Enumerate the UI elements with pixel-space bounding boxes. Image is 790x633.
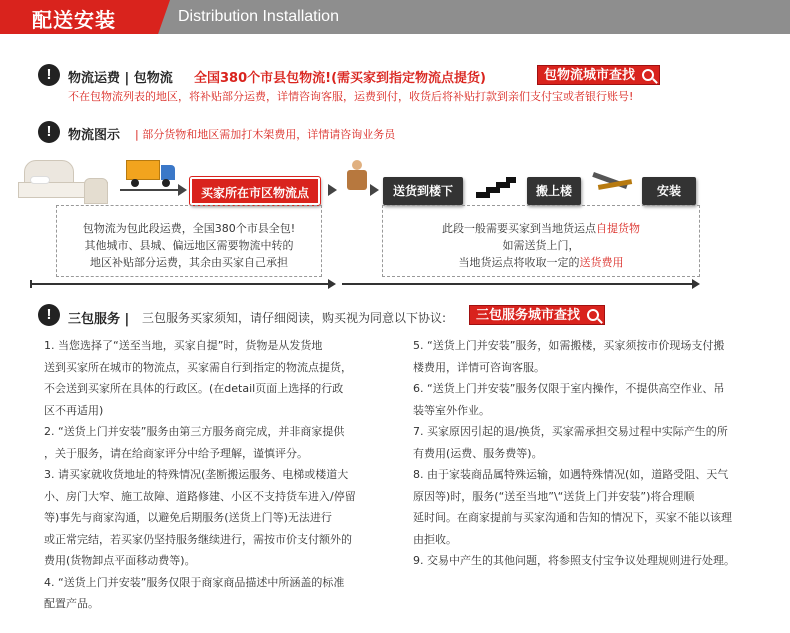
range-line-right xyxy=(342,283,694,285)
term-line: 区不再适用) xyxy=(44,403,104,417)
logistics-highlight: 全国380个市县包物流!(需买家到指定物流点提货) xyxy=(194,71,486,86)
warning-icon: ! xyxy=(38,304,60,326)
right-info-line3: 当地货运点将收取一定的送货费用 xyxy=(458,256,624,269)
term-line: 配置产品。 xyxy=(44,597,99,610)
term-line: 有费用(运费、服务费等)。 xyxy=(413,446,543,460)
left-info-line1: 包物流为包此段运费，全国380个市县全包! xyxy=(82,222,296,235)
logistics-diagram-note: | 部分货物和地区需加打木架费用，详情请咨询业务员 xyxy=(135,128,396,141)
term-line: 或正常完结，若买家仍坚持服务继续进行，需按市价支付额外的 xyxy=(44,532,352,546)
term-line: 9. 交易中产生的其他问题，将参照支付宝争议处理规则进行处理。 xyxy=(413,554,735,567)
logistics-note: 不在包物流列表的地区，将补贴部分运费，详情咨询客服，运费到付，收货后将补贴打款到亲们支付宝或者银行账号! xyxy=(68,90,634,103)
warning-icon: ! xyxy=(38,64,60,86)
term-line: 延时间。在商家提前与买家沟通和告知的情况下，买家不能以该理 xyxy=(413,511,732,524)
terms-right-column xyxy=(413,335,775,572)
term-line: 费用(货物卸点平面移动费等)。 xyxy=(44,554,196,567)
term-line: 4. “送货上门并安装”服务仅限于商家商品描述中所涵盖的标准 xyxy=(44,575,345,589)
node-buyer-city-point: 买家所在市区物流点 xyxy=(190,177,320,205)
term-line: 2. “送货上门并安装”服务由第三方服务商完成，并非商家提供 xyxy=(44,425,345,438)
term-line: 原因等)时，服务(“送至当地”\“送货上门并安装”)将合理顺 xyxy=(413,489,695,503)
arrow-icon xyxy=(370,184,379,196)
term-line: 小、房门大窄、施工故障、道路修建、小区不支持货车进入/停留 xyxy=(44,489,356,503)
term-line: ，关于服务，请在给商家评分中给予理解，谨慎评分。 xyxy=(44,446,308,460)
term-line: 送到买家所在城市的物流点，买家需自行到指定的物流点提货， xyxy=(44,360,352,374)
header-bar xyxy=(0,0,790,34)
term-line: 楼费用，详情可咨询客服。 xyxy=(413,360,545,374)
stairs-icon xyxy=(476,176,516,198)
node-delivery-downstairs: 送货到楼下 xyxy=(383,177,463,205)
header-title-cn: 配送安装 xyxy=(32,8,116,32)
warning-icon: ! xyxy=(38,121,60,143)
term-line: 5. “送货上门并安装”服务，如需搬楼，买家须按市价现场支付搬 xyxy=(413,339,725,352)
logistics-city-search-button[interactable] xyxy=(537,65,660,85)
term-line: 1. 当您选择了“送至当地，买家自提”时，货物是从发货地 xyxy=(44,339,323,352)
magnifier-icon xyxy=(587,309,599,321)
right-info-line2: 如需送货上门， xyxy=(502,239,580,252)
arrow-icon xyxy=(178,184,187,196)
right-info-line1: 此段一般需要买家到当地货运点自提货物 xyxy=(442,222,640,235)
logistics-city-search-label: 包物流城市查找 xyxy=(544,68,636,83)
three-guarantee-title: 三包服务 | xyxy=(68,312,130,327)
node-carry-upstairs: 搬上楼 xyxy=(527,177,581,205)
three-guarantee-city-search-label: 三包服务城市查找 xyxy=(476,308,581,323)
person-icon xyxy=(344,160,370,190)
arrow-icon xyxy=(692,279,700,289)
three-guarantee-city-search-button[interactable] xyxy=(469,305,605,325)
term-line: 不会送到买家所在具体的行政区。(在detail页面上选择的行政 xyxy=(44,382,344,395)
node-install: 安装 xyxy=(642,177,696,205)
magnifier-icon xyxy=(642,69,654,81)
bed-icon xyxy=(14,160,112,208)
term-line: 由拒收。 xyxy=(413,532,457,546)
left-info-line2: 其他城市、县城、偏远地区需要物流中转的 xyxy=(84,239,294,252)
terms-left-column xyxy=(44,335,394,615)
term-line: 装等室外作业。 xyxy=(413,403,490,417)
term-line: 7. 买家原因引起的退/换货，买家需承担交易过程中实际产生的所 xyxy=(413,425,728,438)
three-guarantee-desc: 三包服务买家须知，请仔细阅读，购买视为同意以下协议: xyxy=(142,311,447,325)
logistics-title: 物流运费 | 包物流 xyxy=(68,71,173,86)
logistics-diagram-title: 物流图示 xyxy=(68,128,121,143)
truck-icon xyxy=(126,160,176,186)
term-line: 6. “送货上门并安装”服务仅限于室内操作，不提供高空作业、吊 xyxy=(413,382,725,395)
arrow-icon xyxy=(328,184,337,196)
range-line-left xyxy=(30,283,330,285)
term-line: 3. 请买家就收货地址的特殊情况(垄断搬运服务、电梯或楼道大 xyxy=(44,468,349,481)
tools-icon xyxy=(592,172,636,194)
term-line: 8. 由于家装商品属特殊运输，如遇特殊情况(如，道路受阻、天气 xyxy=(413,468,729,481)
arrow-icon xyxy=(120,189,178,191)
arrow-icon xyxy=(328,279,336,289)
term-line: 等)事先与商家沟通，以避免后期服务(送货上门等)无法进行 xyxy=(44,511,332,524)
header-title-en: Distribution Installation xyxy=(178,8,339,25)
left-info-line3: 地区补贴部分运费，其余由买家自己承担 xyxy=(90,256,288,269)
